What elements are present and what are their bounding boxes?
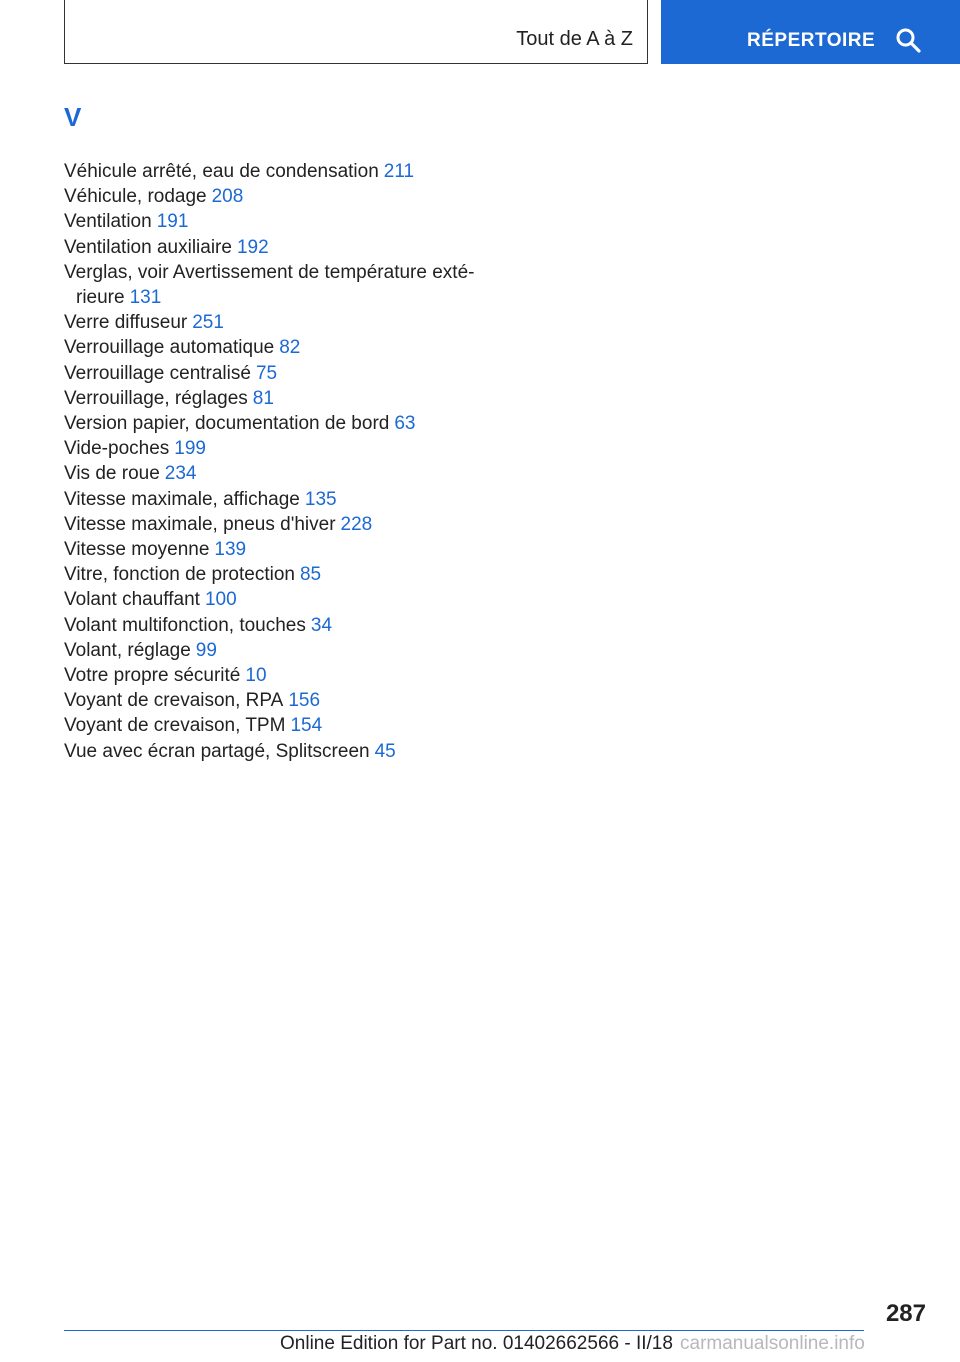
search-icon[interactable] xyxy=(895,27,921,53)
index-entry-text: Vitesse maximale, affichage xyxy=(64,488,300,510)
index-tab[interactable] xyxy=(661,0,960,64)
page-reference-link[interactable]: 156 xyxy=(288,690,321,712)
index-entry-text: Votre propre sécurité xyxy=(64,665,241,687)
page-reference-link[interactable]: 191 xyxy=(156,211,189,233)
index-entry-text: Vitre, fonction de protection xyxy=(64,564,295,586)
index-entry xyxy=(64,310,494,335)
index-entry xyxy=(64,512,494,537)
index-entry xyxy=(64,638,494,663)
index-entry xyxy=(64,587,494,612)
index-entry-text: Voyant de crevaison, TPM xyxy=(64,715,286,737)
page-reference-link[interactable]: 208 xyxy=(211,186,244,208)
page-reference-link[interactable]: 228 xyxy=(340,513,373,535)
index-entry-text: Voyant de crevaison, RPA xyxy=(64,690,284,712)
index-entry xyxy=(64,209,494,234)
page-reference-link[interactable]: 139 xyxy=(214,539,247,561)
index-entry-text: Verglas, voir Avertissement de température extérieure xyxy=(64,261,475,309)
page-reference-link[interactable]: 63 xyxy=(394,413,416,435)
page-reference-link[interactable]: 251 xyxy=(192,312,224,334)
index-entry xyxy=(64,386,494,411)
page-reference-link[interactable]: 45 xyxy=(374,740,396,762)
index-entry xyxy=(64,562,494,587)
page-reference-link[interactable]: 10 xyxy=(245,665,267,687)
section-tab[interactable] xyxy=(64,0,648,64)
index-letter-heading: V xyxy=(64,102,82,132)
index-entry xyxy=(64,461,494,486)
index-entry xyxy=(64,159,494,184)
page-reference-link[interactable]: 234 xyxy=(164,463,197,485)
index-entry xyxy=(64,487,494,512)
page-reference-link[interactable]: 192 xyxy=(236,236,269,258)
index-entry xyxy=(64,361,494,386)
page-reference-link[interactable]: 131 xyxy=(129,287,162,309)
index-entry-text: Volant, réglage xyxy=(64,639,191,661)
index-entry-text: Volant multifonction, touches xyxy=(64,614,306,636)
index-entry xyxy=(64,613,494,638)
index-entry xyxy=(64,537,494,562)
page-reference-link[interactable]: 135 xyxy=(304,488,337,510)
page-reference-link[interactable]: 82 xyxy=(279,337,301,359)
index-entry-text: Verrouillage centralisé xyxy=(64,362,251,384)
edition-info: Online Edition for Part no. 01402662566 - II/18 xyxy=(280,1333,673,1354)
index-entry-text: Verrouillage, réglages xyxy=(64,387,248,409)
page-reference-link[interactable]: 199 xyxy=(174,438,206,460)
index-entry-text: Verre diffuseur xyxy=(64,312,188,334)
index-entry-list xyxy=(64,159,494,764)
index-entry-text: Ventilation xyxy=(64,211,152,233)
index-entry xyxy=(64,260,494,310)
page-reference-link[interactable]: 211 xyxy=(383,161,415,182)
page-reference-link[interactable]: 154 xyxy=(290,715,323,737)
page-reference-link[interactable]: 99 xyxy=(195,639,217,661)
index-entry xyxy=(64,663,494,688)
page-reference-link[interactable]: 34 xyxy=(310,614,333,636)
index-entry-text: Vitesse moyenne xyxy=(64,539,210,561)
index-entry xyxy=(64,411,494,436)
index-entry xyxy=(64,739,494,764)
section-tab-label: Tout de A à Z xyxy=(516,28,633,50)
index-entry-text: Ventilation auxiliaire xyxy=(64,236,232,258)
index-entry-text: Vue avec écran partagé, Splitscreen xyxy=(64,740,370,762)
index-entry xyxy=(64,713,494,738)
index-entry-text: Vitesse maximale, pneus d'hiver xyxy=(64,513,336,535)
index-entry-text: Volant chauffant xyxy=(64,589,200,611)
index-tab-label: RÉPERTOIRE xyxy=(747,30,876,51)
index-entry-text: Véhicule, rodage xyxy=(64,186,207,208)
index-entry xyxy=(64,235,494,260)
page-reference-link[interactable]: 100 xyxy=(204,589,237,611)
page-reference-link[interactable]: 81 xyxy=(252,387,274,409)
page-number: 287 xyxy=(885,1300,926,1327)
footer-divider xyxy=(64,1330,864,1331)
page-reference-link[interactable]: 85 xyxy=(299,564,322,586)
index-entry xyxy=(64,184,494,209)
index-entry xyxy=(64,688,494,713)
watermark: carmanualsonline.info xyxy=(680,1333,865,1354)
index-entry-text: Véhicule arrêté, eau de condensation xyxy=(64,161,379,182)
index-entry xyxy=(64,436,494,461)
index-entry-text: Vide-poches xyxy=(64,438,170,460)
index-entry-text: Version papier, documentation de bord xyxy=(64,413,390,435)
index-entry-text: Verrouillage automatique xyxy=(64,337,275,359)
index-entry-text: Vis de roue xyxy=(64,463,160,485)
index-entry xyxy=(64,335,494,360)
page-reference-link[interactable]: 75 xyxy=(255,362,278,384)
